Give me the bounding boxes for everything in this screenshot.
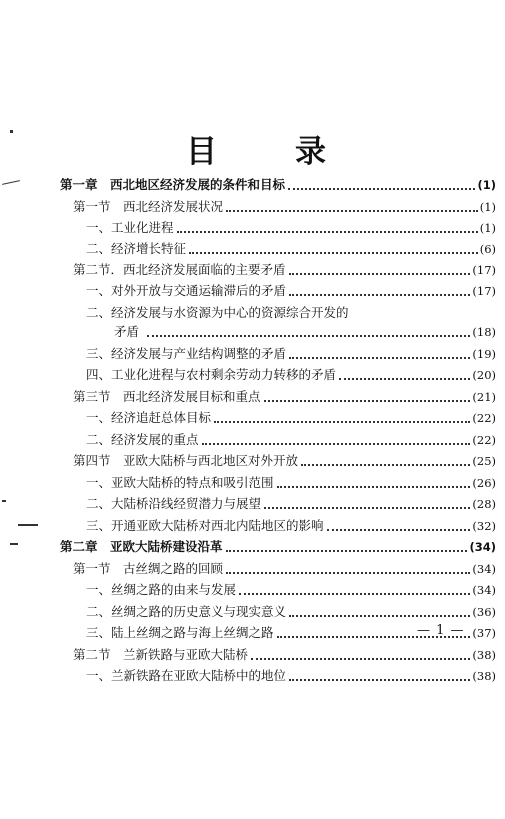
toc-entry-label: 一、亚欧大陆桥的特点和吸引范围 <box>86 475 274 490</box>
toc-entry-label: 二、经济发展的重点 <box>86 432 199 447</box>
toc-leader-dots <box>239 583 470 595</box>
toc-section-entry[interactable] <box>73 383 496 405</box>
toc-leader-dots <box>289 669 470 681</box>
toc-entry-label: 三、开通亚欧大陆桥对西北内陆地区的影响 <box>86 518 324 533</box>
toc-entry-label: 第二章 亚欧大陆桥建设沿革 <box>60 539 223 554</box>
toc-leader-dots <box>277 476 471 488</box>
toc-entry-label: 第四节 亚欧大陆桥与西北地区对外开放 <box>73 453 299 468</box>
page-number: — 1 — <box>417 623 465 638</box>
toc-section-entry[interactable] <box>73 641 496 663</box>
toc-page-number: (36) <box>472 605 496 619</box>
toc-page-number: (26) <box>472 476 496 490</box>
toc-item-entry[interactable] <box>86 662 496 684</box>
toc-leader-dots <box>264 497 470 509</box>
toc-page-number: (19) <box>472 347 496 361</box>
toc-item-entry[interactable] <box>86 576 496 598</box>
toc-page-number: (1) <box>477 178 496 192</box>
toc-page-number: (1) <box>479 200 496 214</box>
toc-page-number: (18) <box>472 325 496 339</box>
scan-mark <box>2 180 20 185</box>
toc-chapter-entry[interactable] <box>60 171 496 193</box>
scan-mark <box>2 500 6 502</box>
toc-leader-dots <box>289 263 471 275</box>
toc-entry-label: 二、经济增长特征 <box>86 241 187 256</box>
toc-entry-label: 第一章 西北地区经济发展的条件和目标 <box>60 177 286 192</box>
toc-entry-label: 四、工业化进程与农村剩余劳动力转移的矛盾 <box>86 367 337 382</box>
toc-page-number: (17) <box>472 284 496 298</box>
toc-leader-dots <box>327 519 471 531</box>
toc-page-number: (25) <box>472 454 496 468</box>
toc-item-entry[interactable] <box>86 512 496 534</box>
toc-entry-label: 一、对外开放与交通运输滞后的矛盾 <box>86 283 287 298</box>
toc-entry-label: 一、兰新铁路在亚欧大陆桥中的地位 <box>86 668 287 683</box>
toc-page-number: (22) <box>472 411 496 425</box>
toc-page-number: (20) <box>472 368 496 382</box>
toc-entry-label: 二、大陆桥沿线经贸潜力与展望 <box>86 496 262 511</box>
toc-item-entry[interactable] <box>86 235 496 257</box>
toc-leader-dots <box>202 433 471 445</box>
toc-section-entry[interactable] <box>73 256 496 278</box>
toc-page-number: (37) <box>472 626 496 640</box>
toc-section-entry[interactable] <box>73 447 496 469</box>
scan-mark <box>18 524 38 526</box>
toc-item-entry[interactable] <box>86 214 496 236</box>
toc-section-entry[interactable] <box>73 555 496 577</box>
toc-page-number: (32) <box>472 519 496 533</box>
scan-mark <box>10 543 18 545</box>
toc-entry-label: 第一节 西北经济发展状况 <box>73 199 224 214</box>
toc-page-number: (1) <box>479 221 496 235</box>
toc-page-number: (21) <box>472 390 496 404</box>
toc-entry-label: 一、丝绸之路的由来与发展 <box>86 582 237 597</box>
toc-page-number: (6) <box>479 242 496 256</box>
toc-item-entry[interactable] <box>86 598 496 620</box>
toc-leader-dots <box>288 178 475 190</box>
toc-leader-dots <box>147 325 470 337</box>
toc-entry-label: 第一节 古丝绸之路的回顾 <box>73 561 224 576</box>
toc-page-number: (38) <box>472 669 496 683</box>
toc-page-number: (22) <box>472 433 496 447</box>
toc-item-entry[interactable] <box>114 318 496 340</box>
toc-item-entry[interactable] <box>86 490 496 512</box>
toc-entry-label: 一、经济追赶总体目标 <box>86 410 212 425</box>
toc-item-entry[interactable] <box>86 404 496 426</box>
toc-item-entry[interactable] <box>86 361 496 383</box>
toc-leader-dots <box>264 390 471 402</box>
toc-leader-dots <box>301 454 470 466</box>
scan-mark <box>10 130 13 133</box>
toc-leader-dots <box>251 648 470 660</box>
toc-entry-label: 矛盾 <box>114 324 140 339</box>
toc-page-number: (17) <box>472 263 496 277</box>
toc-entry-label: 二、丝绸之路的历史意义与现实意义 <box>86 604 287 619</box>
title-char-2: 录 <box>295 134 326 170</box>
toc-leader-dots <box>289 284 470 296</box>
toc-leader-dots <box>289 605 470 617</box>
toc-entry-label: 第二节．西北经济发展面临的主要矛盾 <box>73 262 286 277</box>
toc-leader-dots <box>226 200 478 212</box>
toc-entry-label: 三、陆上丝绸之路与海上丝绸之路 <box>86 625 274 640</box>
toc-leader-dots <box>289 347 470 359</box>
toc-page-number: (38) <box>472 648 496 662</box>
toc-page-number: (34) <box>469 540 496 554</box>
toc-leader-dots <box>226 540 468 552</box>
toc-item-entry[interactable] <box>86 469 496 491</box>
toc-entry-label: 第二节 兰新铁路与亚欧大陆桥 <box>73 647 249 662</box>
toc-leader-dots <box>177 221 478 233</box>
toc-entry-label: 第三节 西北经济发展目标和重点 <box>73 389 261 404</box>
toc-item-entry[interactable] <box>86 277 496 299</box>
toc-leader-dots <box>226 562 470 574</box>
page-title <box>186 126 326 171</box>
toc-item-entry[interactable] <box>86 340 496 362</box>
title-char-1: 目 <box>186 134 217 170</box>
toc-chapter-entry[interactable] <box>60 533 496 555</box>
toc-page-number: (34) <box>472 583 496 597</box>
toc-entry-label: 一、工业化进程 <box>86 220 174 235</box>
toc-leader-dots <box>214 411 470 423</box>
toc-page-number: (34) <box>472 562 496 576</box>
toc-entry-label: 三、经济发展与产业结构调整的矛盾 <box>86 346 287 361</box>
toc-leader-dots <box>339 368 470 380</box>
toc-page-number: (28) <box>472 497 496 511</box>
toc-entry-label: 二、经济发展与水资源为中心的资源综合开发的 <box>86 305 349 320</box>
toc-leader-dots <box>189 242 478 254</box>
toc-item-entry[interactable] <box>86 426 496 448</box>
toc-section-entry[interactable] <box>73 193 496 215</box>
